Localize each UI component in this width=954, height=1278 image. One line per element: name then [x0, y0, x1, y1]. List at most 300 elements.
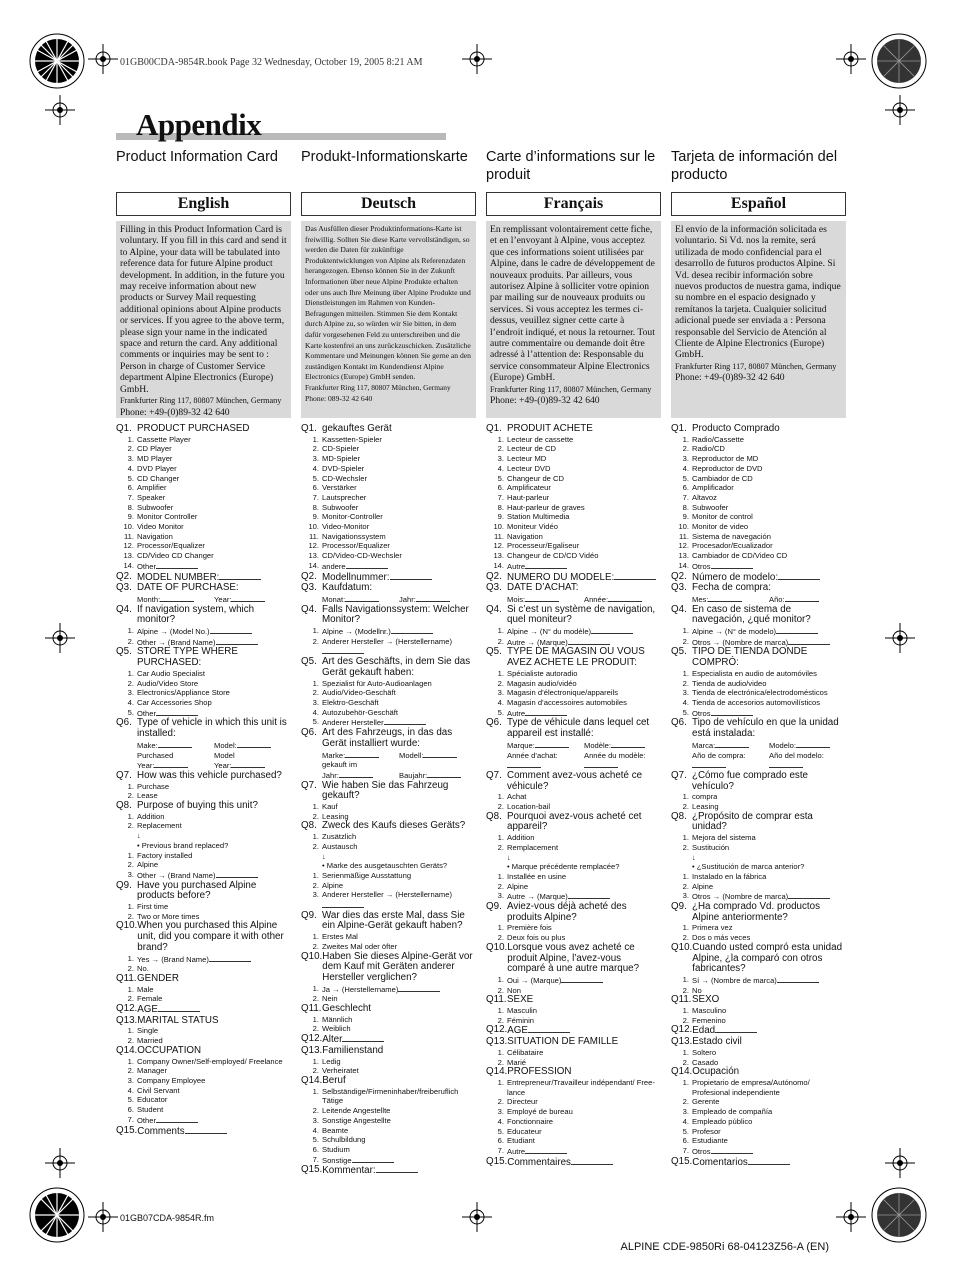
option-item[interactable]: 1. First time — [127, 902, 169, 912]
option-item[interactable]: 1. Mejora del sistema — [682, 833, 756, 843]
option-item[interactable]: 4. Lecteur DVD — [497, 463, 551, 473]
footer-model: ALPINE CDE-9850Ri 68-04123Z56-A (EN) — [620, 1241, 829, 1253]
option-item[interactable]: 1. Radio/Cassette — [682, 434, 744, 444]
option-item[interactable]: 3. Employé de bureau — [497, 1107, 573, 1117]
option-item[interactable]: 2. Marié — [497, 1057, 526, 1067]
option-item[interactable]: 11. Navigation — [124, 531, 173, 541]
option-item[interactable]: 1. Alpine → (N° de modelo) — [671, 626, 846, 637]
questionnaire: Q1. PRODUIT ACHETE 1. Lecteur de cassette 2. Lecteur de CD 3. Lecteur MD 4. Lecteur DVD 5. Changeur de CD 6. Amplificateur 7. Haut-parleur 8. Haut-parleur de graves 9. Station Multimedia 10. Moniteur Vidéo 11. Navigation 12. Processeur/Egaliseur 13. Changeur de CD/CD Vidéo 14. Autre Q2. NUMERO DU MODELE: Q3. DATE D’ACHAT: Mois: Année: Q4. Si c’est un système de navigation, quel moniteur? 1. Alpine → (N° du modèle) 2. Autre → (Marque) Q5. TYPE DE MAGASIN OU VOUS AVEZ ACHETE LE PRODUIT: 1. Spécialiste autoradio 2. Magasin audio/vidéo 3. Magasin d’électronique/appareils 4. Magasin d’accessoires automobiles 5. Autre Q6. Type de véhicule dans lequel cet appareil est installé: Marque: Modèle: Année d’achat: Année du modèle: Q7. Comment avez-vous acheté ce véhicule? 1. Achat 2. Location-bail Q8. Pourquoi avez-vous acheté cet appareil? 1. Addition 2. Remplacement ↓ • Marque précédente remplacée? 1. Installée en usine 2. Alpine 3. Autre → (Marque) Q9. Aviez-vous déjà acheté des produits Alpine? 1. Première fois 2. Deux fois ou plus Q10. Lorsque vous avez acheté ce produit Alpine, l’avez-vous comparé à une autre marque? 1. Oui → (Marque) 2. Non Q11. SEXE 1. Masculin 2. Féminin Q12. AGE Q13. SITUATION DE FAMILLE 1. Célibataire 2. Marié Q14. PROFESSION 1. Entrepreneur/Travailleur indépendant/ Free-lance 2. Directeur 3. Employé de bureau 4. Fonctionnaire 5. Educateur 6. Etudiant 7. Autre Q15. Commentaires — [486, 424, 661, 1168]
option-item[interactable]: 10. Monitor de video — [678, 522, 749, 532]
question-q2: Q2. MODEL NUMBER: — [116, 572, 291, 584]
option-item[interactable]: 3. MD Player — [127, 454, 173, 464]
option-item[interactable]: 7. Other — [116, 1115, 291, 1126]
intro-box — [486, 221, 661, 418]
answer-line[interactable] — [219, 572, 261, 580]
option-item[interactable]: 3. Autre → (Marque) — [486, 891, 661, 902]
option-item[interactable]: 1. compra — [682, 792, 718, 802]
answer-line[interactable] — [748, 1157, 790, 1165]
option-item[interactable]: 5. Autre — [486, 708, 661, 719]
option-item[interactable]: 2. Sustitución — [682, 842, 730, 852]
option-item[interactable]: 2. CD-Spieler — [312, 444, 360, 454]
option-item[interactable]: 3. Electronics/Appliance Store — [127, 688, 230, 698]
option-item[interactable]: 2. Dos o más veces — [682, 933, 751, 943]
question-text: Alter — [322, 1034, 343, 1046]
option-item[interactable]: 2. Lecteur de CD — [497, 444, 556, 454]
question-text: STORE TYPE WHERE PURCHASED: — [137, 646, 238, 669]
option-item[interactable]: 11. Sistema de navegación — [679, 531, 771, 541]
answer-line[interactable] — [777, 975, 819, 983]
option-item[interactable]: 1. Installée en usine — [497, 871, 567, 881]
answer-line[interactable] — [788, 637, 830, 645]
option-item[interactable]: 2. Tienda de audio/video — [682, 678, 767, 688]
option-item[interactable]: 10. Video Monitor — [123, 522, 184, 532]
question-text: Modellnummer: — [322, 571, 390, 583]
answer-line[interactable] — [390, 572, 432, 580]
option-item[interactable]: 1. Entrepreneur/Travailleur indépendant/ Free-lance — [497, 1078, 655, 1097]
question-q12: Q12. Alter — [301, 1034, 476, 1046]
option-item[interactable]: 5. Changeur de CD — [497, 473, 564, 483]
answer-line[interactable] — [322, 646, 364, 654]
option-item[interactable]: 14. Otros — [671, 561, 846, 572]
answer-line[interactable] — [156, 561, 198, 569]
option-item[interactable]: 2. Austausch — [312, 841, 358, 851]
option-item[interactable]: 2. Non — [497, 985, 521, 995]
option-item[interactable]: 10. Moniteur Vidéo — [493, 522, 558, 532]
option-item[interactable]: 1. Instalado en la fábrica — [682, 871, 767, 881]
option-item[interactable]: 2. Otros → (Nombre de marca) — [671, 637, 846, 648]
card-subtitle: Product Information Card — [116, 149, 278, 165]
option-item[interactable]: 4. DVD Player — [127, 463, 177, 473]
answer-line[interactable] — [391, 626, 433, 634]
question-q14: Q14. OCCUPATION — [116, 1046, 291, 1057]
option-item[interactable]: 9. Monitor Controller — [127, 512, 198, 522]
option-item[interactable]: 2. Autre → (Marque) — [486, 637, 661, 648]
option-item[interactable]: 2. No. — [127, 964, 149, 974]
question-q9: Q9. Have you purchased Alpine products before? — [116, 881, 291, 902]
question-q5: Q5. TYPE DE MAGASIN OU VOUS AVEZ ACHETE LE PRODUIT: — [486, 647, 661, 668]
option-item[interactable]: 2. Alpine — [127, 860, 159, 870]
option-item[interactable]: 1. Purchase — [127, 781, 170, 791]
question-q7: Q7. Comment avez-vous acheté ce véhicule? — [486, 771, 661, 792]
question-text: Type of vehicle in which this unit is installed: — [137, 717, 287, 740]
option-item[interactable]: 2. Radio/CD — [682, 444, 725, 454]
option-item[interactable]: 1. Factory installed — [127, 850, 193, 860]
language-heading: Español — [671, 192, 846, 216]
option-item[interactable]: 12. Processor/Equalizer — [308, 541, 390, 551]
question-q5: Q5. TIPO DE TIENDA DONDE COMPRÓ: — [671, 647, 846, 668]
option-item[interactable]: 2. Gerente — [682, 1097, 720, 1107]
option-item[interactable]: 1. Kassetten-Spieler — [312, 434, 382, 444]
option-item[interactable]: 1. Spécialiste autoradio — [497, 668, 578, 678]
option-item[interactable]: 9. Station Multimedia — [497, 512, 570, 522]
intro-address: Frankfurter Ring 117, 80807 München, Germany — [305, 382, 451, 392]
answer-line[interactable] — [216, 870, 258, 878]
option-item[interactable]: 2. Two or More times — [127, 911, 200, 921]
option-item[interactable]: 1. Männlich — [312, 1014, 353, 1024]
question-q4: Q4. If navigation system, which monitor? — [116, 605, 291, 626]
question-q3: Q3. Kaufdatum: — [301, 583, 476, 594]
option-item[interactable]: 8. Haut-parleur de graves — [497, 502, 585, 512]
question-text: Tipo de vehículo en que la unidad está instalada: — [692, 717, 839, 740]
option-item[interactable]: 4. Magasin d’accessoires automobiles — [497, 697, 627, 707]
option-item[interactable]: 2. Casado — [682, 1057, 719, 1067]
option-item[interactable]: 2. Deux fois ou plus — [497, 933, 566, 943]
answer-line[interactable] — [185, 1126, 227, 1134]
option-item[interactable]: 2. Anderer Hersteller → (Herstellername) — [301, 637, 476, 657]
option-item[interactable]: 2. Weiblich — [312, 1024, 351, 1034]
answer-line[interactable] — [591, 626, 633, 634]
question-text: War dies das erste Mal, dass Sie ein Alpine-Gerät gekauft haben? — [322, 909, 465, 932]
option-item[interactable]: 7. Altavoz — [682, 492, 717, 502]
option-item[interactable]: 1. Masculin — [497, 1006, 537, 1016]
option-item[interactable]: 1. Male — [127, 984, 154, 994]
question-text: Número de modelo: — [692, 571, 779, 583]
question-q14: Q14. Ocupación — [671, 1067, 846, 1078]
option-item[interactable]: 2. Zweites Mal oder öfter — [312, 941, 398, 951]
option-item[interactable]: 3. Other → (Brand Name) — [116, 870, 291, 881]
option-item[interactable]: 6. Amplificateur — [497, 483, 551, 493]
option-item[interactable]: 1. Oui → (Marque) — [486, 975, 661, 986]
option-item[interactable]: 1. Erstes Mal — [312, 932, 358, 942]
question-q10: Q10. Lorsque vous avez acheté ce produit Alpine, l’avez-vous comparé à une autre marque? — [486, 943, 661, 975]
intro-box — [116, 221, 291, 418]
option-item[interactable]: 2. Married — [127, 1036, 163, 1046]
option-item[interactable]: 1. Soltero — [682, 1047, 717, 1057]
question-text: When you purchased this Alpine unit, did you compare it with other brand? — [137, 920, 284, 953]
option-item[interactable]: 1. Yes → (Brand Name) — [116, 954, 291, 965]
option-item[interactable]: 12. Processor/Equalizer — [123, 541, 205, 551]
option-item[interactable]: 3. Sonstige Angestellte — [312, 1115, 391, 1125]
question-q8: Q8. Pourquoi avez-vous acheté cet appareil? — [486, 812, 661, 833]
option-item[interactable]: 7. Haut-parleur — [497, 492, 550, 502]
option-item[interactable]: 3. Otros → (Nombre de marca) — [671, 891, 846, 902]
option-item[interactable]: 8. Subwoofer — [312, 502, 359, 512]
option-item[interactable]: 5. Schulbildung — [312, 1135, 366, 1145]
option-item[interactable]: 3. Tienda de electrónica/electrodomésticos — [682, 688, 828, 698]
answer-line[interactable] — [715, 1025, 757, 1033]
option-item[interactable]: 4. Empleado público — [682, 1116, 753, 1126]
question-q8: Q8. Purpose of buying this unit? — [116, 801, 291, 812]
answer-line[interactable] — [711, 561, 753, 569]
option-item[interactable]: 1. Primera vez — [682, 923, 733, 933]
option-item[interactable]: 6. Verstärker — [312, 483, 357, 493]
question-text: AGE — [137, 1004, 158, 1016]
crosshair-bottom-right-icon — [836, 1202, 866, 1232]
option-item[interactable]: 11. Navigation — [494, 531, 543, 541]
option-item[interactable]: 3. Magasin d’électronique/appareils — [497, 688, 619, 698]
answer-line[interactable] — [398, 984, 440, 992]
option-item[interactable]: 10. Video-Monitor — [308, 522, 370, 532]
question-q11: Q11. GENDER — [116, 974, 291, 985]
question-q1: Q1. Producto Comprado — [671, 424, 846, 435]
crosshair-right-bottom-icon — [885, 1148, 915, 1178]
question-q13: Q13. SITUATION DE FAMILLE — [486, 1037, 661, 1048]
option-item[interactable]: 4. Tienda de accesorios automovilísticos — [682, 697, 821, 707]
question-q15: Q15. Commentaires — [486, 1157, 661, 1169]
question-q1: Q1. PRODUCT PURCHASED — [116, 424, 291, 435]
option-item[interactable]: 2. Female — [127, 994, 163, 1004]
option-item[interactable]: 6. Amplifier — [127, 483, 167, 493]
option-item[interactable]: 14. andere — [301, 561, 476, 572]
option-item[interactable]: 7. Speaker — [127, 492, 166, 502]
question-text: En caso de sistema de navegación, ¿qué monitor? — [692, 603, 811, 626]
option-item[interactable]: 12. Processeur/Egaliseur — [493, 541, 580, 551]
question-q13: Q13. Estado civil — [671, 1037, 846, 1048]
intro-phone: Phone: +49-(0)89-32 42 640 — [675, 372, 785, 384]
question-q10: Q10. When you purchased this Alpine unit, did you compare it with other brand? — [116, 921, 291, 953]
option-item[interactable]: 5. Profesor — [682, 1126, 721, 1136]
crosshair-bottom-left-icon — [88, 1202, 118, 1232]
option-item[interactable]: 4. Beamte — [312, 1125, 349, 1135]
answer-line[interactable] — [376, 1165, 418, 1173]
answer-line[interactable] — [158, 1004, 200, 1012]
question-q5: Q5. Art des Geschäfts, in dem Sie das Gerät gekauft haben: — [301, 657, 476, 678]
column-francais — [486, 148, 661, 1168]
option-item[interactable]: 2. Alpine — [682, 881, 714, 891]
question-q2: Q2. NUMERO DU MODELE: — [486, 572, 661, 584]
option-item[interactable]: 2. Magasin audio/vidéo — [497, 678, 577, 688]
option-item[interactable]: 4. Car Accessories Shop — [127, 697, 212, 707]
option-item[interactable]: 9. Monitor de control — [682, 512, 753, 522]
arrow-down-icon: ↓ — [692, 852, 696, 862]
option-item[interactable]: 1. Kauf — [312, 802, 338, 812]
answer-line[interactable] — [711, 708, 753, 716]
answer-line[interactable] — [525, 561, 567, 569]
option-item[interactable]: 2. CD Player — [127, 444, 172, 454]
option-item[interactable]: 4. Fonctionnaire — [497, 1116, 554, 1126]
option-item[interactable]: 2. Directeur — [497, 1097, 538, 1107]
option-item[interactable]: 2. Manager — [127, 1066, 167, 1076]
answer-line[interactable] — [156, 1115, 198, 1123]
question-text: MODEL NUMBER: — [137, 571, 220, 583]
registration-mark-bottom-right-icon — [868, 1184, 930, 1246]
option-item[interactable]: 1. Lecteur de cassette — [497, 434, 574, 444]
crosshair-top-center-icon — [462, 44, 492, 74]
option-item[interactable]: 13. CD/Video-CD-Wechsler — [308, 551, 402, 561]
option-item[interactable]: 4. Civil Servant — [127, 1085, 180, 1095]
question-text: NUMERO DU MODELE: — [507, 571, 615, 583]
option-item[interactable]: 2. Location-bail — [497, 802, 551, 812]
option-item[interactable]: 2. Verheiratet — [312, 1066, 359, 1076]
option-item[interactable]: 4. DVD-Spieler — [312, 463, 365, 473]
question-q12: Q12. AGE — [486, 1025, 661, 1037]
option-item[interactable]: 5. Otros — [671, 708, 846, 719]
question-text: Aviez-vous déjà acheté des produits Alpine? — [507, 901, 627, 923]
answer-line[interactable] — [342, 1034, 384, 1042]
question-q12: Q12. AGE — [116, 1004, 291, 1016]
option-item[interactable]: 3. MD-Spieler — [312, 454, 360, 464]
answer-line[interactable] — [346, 561, 388, 569]
option-item[interactable]: 2. Other → (Brand Name) — [116, 637, 291, 648]
question-q7: Q7. ¿Cómo fue comprado este vehículo? — [671, 771, 846, 792]
card-subtitle: Carte d’informations sur le produit — [486, 149, 656, 183]
answer-line[interactable] — [561, 975, 603, 983]
option-item[interactable]: 14. Autre — [486, 561, 661, 572]
option-item[interactable]: 2. Audio/Video-Geschäft — [312, 688, 396, 698]
intro-box — [671, 221, 846, 418]
option-item[interactable]: 1. Cassette Player — [127, 434, 191, 444]
option-item[interactable]: 5. Other — [116, 708, 291, 719]
option-item[interactable]: 3. Empleado de compañía — [682, 1107, 773, 1117]
option-item[interactable]: 2. Lease — [127, 791, 158, 801]
option-item[interactable]: 5. Anderer Hersteller — [301, 717, 476, 728]
answer-line[interactable] — [525, 708, 567, 716]
option-item[interactable]: 1. Célibataire — [497, 1047, 544, 1057]
option-item[interactable]: 1. Masculino — [682, 1006, 727, 1016]
option-item[interactable]: 11. Navigationssystem — [309, 531, 386, 541]
option-item[interactable]: 1. Première fois — [497, 923, 552, 933]
option-item[interactable]: 1. Sí → (Nombre de marca) — [671, 975, 846, 986]
question-text: gekauftes Gerät — [322, 423, 392, 434]
option-item[interactable]: 5. CD Changer — [127, 473, 180, 483]
option-item[interactable]: 6. Etudiant — [497, 1136, 535, 1146]
option-item[interactable]: 2. No — [682, 985, 702, 995]
option-item[interactable]: 1. Single — [127, 1026, 159, 1036]
option-item[interactable]: 7. Sonstige — [301, 1155, 476, 1166]
option-item[interactable]: 1. Ja → (Herstellername) — [301, 984, 476, 995]
question-q4: Q4. Si c’est un système de navigation, quel moniteur? — [486, 605, 661, 626]
option-item[interactable]: 3. Anderer Hersteller → (Herstellername) — [301, 890, 476, 910]
option-item[interactable]: 3. Reproductor de MD — [682, 454, 759, 464]
option-item[interactable]: 1. Alpine → (Model No.) — [116, 626, 291, 637]
intro-address: Frankfurter Ring 117, 80807 München, Germany — [675, 361, 837, 371]
answer-line[interactable] — [571, 1157, 613, 1165]
answer-line[interactable] — [210, 626, 252, 634]
option-item[interactable]: 1. Ledig — [312, 1056, 341, 1066]
question-q14: Q14. PROFESSION — [486, 1067, 661, 1078]
question-text: Comments — [137, 1125, 185, 1137]
answer-line[interactable] — [209, 954, 251, 962]
option-item[interactable]: 5. CD-Wechsler — [312, 473, 368, 483]
option-item[interactable]: 2. Alpine — [497, 881, 529, 891]
option-item[interactable]: 1. Car Audio Specialist — [127, 668, 205, 678]
answer-line[interactable] — [528, 1025, 570, 1033]
question-q3: Q3. Fecha de compra: — [671, 583, 846, 594]
column-espanol — [671, 148, 846, 1168]
option-item[interactable]: 1. Propietario de empresa/Autónomo/ Profesional independiente — [682, 1078, 810, 1097]
question-q1: Q1. gekauftes Gerät — [301, 424, 476, 435]
option-item[interactable]: 1. Addition — [497, 833, 535, 843]
answer-line[interactable] — [568, 637, 610, 645]
option-item[interactable]: 4. Autozubehör-Geschäft — [312, 707, 398, 717]
option-item[interactable]: 2. Leasing — [312, 811, 349, 821]
option-item[interactable]: 1. Spezialist für Auto-Audioanlagen — [312, 678, 432, 688]
option-item[interactable]: 2. Féminin — [497, 1015, 535, 1025]
answer-line[interactable] — [216, 637, 258, 645]
option-item[interactable]: 2. Alpine — [312, 880, 344, 890]
question-q2: Q2. Modellnummer: — [301, 572, 476, 584]
answer-line[interactable] — [788, 891, 830, 899]
option-item[interactable]: 1. Alpine → (Modellnr.) — [301, 626, 476, 637]
answer-line[interactable] — [568, 891, 610, 899]
question-text: ¿Propósito de comprar esta unidad? — [692, 810, 813, 833]
question-text: How was this vehicle purchased? — [137, 769, 282, 781]
option-item[interactable]: 5. Educator — [127, 1095, 168, 1105]
option-item[interactable]: 13. Cambiador de CD/Video CD — [678, 551, 788, 561]
question-q4: Q4. En caso de sistema de navegación, ¿qué monitor? — [671, 605, 846, 626]
option-item[interactable]: 1. Serienmäßige Ausstattung — [312, 870, 412, 880]
option-item[interactable]: 2. Replacement — [127, 821, 182, 831]
question-text: PROFESSION — [507, 1066, 572, 1078]
question-q6: Q6. Tipo de vehículo en que la unidad está instalada: — [671, 718, 846, 739]
option-item[interactable]: 1. Achat — [497, 792, 527, 802]
option-item[interactable]: 7. Lautsprecher — [312, 492, 367, 502]
intro-text: El envío de la información solicitada es voluntario. Si Vd. nos la remite, será utilizada de modo confidencial para el desarrollo de futuros productos Alpine. Si Vd. desea recibir información sobre nuevos productos de nuestra gama, indique su nombre en el espacio designado y remítanos la tarjeta. Cualquier solicitud adicional puede ser enviada a : Persona responsable del Servicio de Atención al Cliente de Alpine Electronics (Europe) GmbH. — [675, 224, 841, 361]
question-text: Have you purchased Alpine products before? — [137, 879, 257, 902]
option-item[interactable]: 1. Alpine → (N° du modèle) — [486, 626, 661, 637]
option-item[interactable]: 2. Remplacement — [497, 842, 559, 852]
option-item[interactable]: 2. Femenino — [682, 1015, 726, 1025]
questionnaire: Q1. Producto Comprado 1. Radio/Cassette 2. Radio/CD 3. Reproductor de MD 4. Reproductor de DVD 5. Cambiador de CD 6. Amplificador 7. Altavoz 8. Subwoofer 9. Monitor de control 10. Monitor de video 11. Sistema de navegación 12. Procesador/Ecualizador 13. Cambiador de CD/Video CD 14. Otros Q2. Número de modelo: Q3. Fecha de compra: Mes: Año: Q4. En caso de sistema de navegación, ¿qué monitor? 1. Alpine → (N° de modelo) 2. Otros → (Nombre de marca) Q5. TIPO DE TIENDA DONDE COMPRÓ: 1. Especialista en audio de automóviles 2. Tienda de audio/video 3. Tienda de electrónica/electrodomésticos 4. Tienda de accesorios automovilísticos 5. Otros Q6. Tipo de vehículo en que la unidad está instalada: Marca: Modelo: Año de compra: Año del modelo: Q7. ¿Cómo fue comprado este vehículo? 1. compra 2. Leasing Q8. ¿Propósito de comprar esta unidad? 1. Mejora del sistema 2. Sustitución ↓ • ¿Sustitución de marca anterior? 1. Instalado en la fábrica 2. Alpine 3. Otros → (Nombre de marca) Q9. ¿Ha comprado Vd. productos Alpine anteriormente? 1. Primera vez 2. Dos o más veces Q10. Cuando usted compró esta unidad Alpine, ¿la comparó con otros fabricantes? 1. Sí → (Nombre de marca) 2. No Q11. SEXO 1. Masculino 2. Femenino Q12. Edad Q13. Estado civil 1. Soltero 2. Casado Q14. Ocupación 1. Propietario de empresa/Autónomo/ Profesional independiente 2. Gerente 3. Empleado de compañía 4. Empleado público 5. Profesor 6. Estudiante 7. Otros Q15. Comentarios — [671, 424, 846, 1168]
answer-line[interactable] — [711, 1146, 753, 1154]
question-text: AGE — [507, 1025, 528, 1037]
option-item[interactable]: 3. Elektro-Geschäft — [312, 697, 379, 707]
option-item[interactable]: 13. CD/Video CD Changer — [123, 551, 214, 561]
option-item[interactable]: 13. Changeur de CD/CD Vidéo — [493, 551, 599, 561]
option-item[interactable]: 2. Leasing — [682, 802, 719, 812]
arrow-down-icon: ↓ — [322, 851, 326, 861]
question-q11: Q11. SEXO — [671, 995, 846, 1006]
option-item[interactable]: 2. Leitende Angestellte — [312, 1106, 391, 1116]
option-item[interactable]: 4. Reproductor de DVD — [682, 463, 763, 473]
option-item[interactable]: 12. Procesador/Ecualizador — [678, 541, 773, 551]
option-item[interactable]: 2. Nein — [312, 994, 338, 1004]
option-item[interactable]: 6. Amplificador — [682, 483, 734, 493]
option-item[interactable]: 5. Educateur — [497, 1126, 542, 1136]
option-item[interactable]: 6. Studium — [312, 1144, 350, 1154]
answer-line[interactable] — [776, 626, 818, 634]
option-item[interactable]: 3. Lecteur MD — [497, 454, 547, 464]
answer-line[interactable] — [778, 572, 820, 580]
option-item[interactable]: 14. Other — [116, 561, 291, 572]
option-item[interactable]: 1. Zusätzlich — [312, 832, 357, 842]
answer-line[interactable] — [322, 900, 364, 908]
answer-line[interactable] — [384, 717, 426, 725]
answer-line[interactable] — [352, 1155, 394, 1163]
question-text: TIPO DE TIENDA DONDE COMPRÓ: — [692, 646, 808, 669]
option-item[interactable]: 7. Otros — [671, 1146, 846, 1157]
language-heading: English — [116, 192, 291, 216]
question-q9: Q9. War dies das erste Mal, dass Sie ein Alpine-Gerät gekauft haben? — [301, 911, 476, 932]
option-item[interactable]: 7. Autre — [486, 1146, 661, 1157]
option-item[interactable]: 2. Audio/Video Store — [127, 678, 199, 688]
option-item[interactable]: 1. Especialista en audio de automóviles — [682, 668, 817, 678]
option-item[interactable]: 8. Subwoofer — [127, 502, 174, 512]
question-text: Estado civil — [692, 1036, 742, 1048]
crosshair-left-center-icon — [45, 623, 75, 653]
question-text: Familienstand — [322, 1044, 384, 1056]
question-text: If navigation system, which monitor? — [137, 603, 255, 626]
question-q9: Q9. ¿Ha comprado Vd. productos Alpine anteriormente? — [671, 902, 846, 923]
option-item[interactable]: 3. Company Employee — [127, 1076, 206, 1085]
question-q6: Q6. Type of vehicle in which this unit is installed: — [116, 718, 291, 739]
option-item[interactable]: 9. Monitor-Controller — [312, 512, 383, 522]
option-item[interactable]: 1. Company Owner/Self-employed/ Freelance — [127, 1056, 283, 1066]
answer-line[interactable] — [525, 1146, 567, 1154]
question-text: Zweck des Kaufs dieses Geräts? — [322, 820, 466, 832]
answer-line[interactable] — [156, 708, 198, 716]
intro-text: Das Ausfüllen dieser Produktinformations-Karte ist freiwillig. Sollten Sie diese Karte vervollständigen, so werden die Daten für zukünftige Produktentwicklungen von Alpine als Referenzdaten herangezogen. Ebenso können Sie in der Zukunft Informationen über neue Alpine Produkte erhalten oder uns auch Ihre Meinung über Alpine Produkte und Dienstleistungen im Rahmen von Kunden-Befragungen mitteilen. Stimmen Sie dem Kontakt durch Alpine zu, so würden wir Sie bitten, in dem dafür vorgesehenen Feld zu unterschreiben und die Karte kostenfrei an uns zurückzuschicken. Zusätzliche Kommentare und Meinungen können Sie gerne an den zuständigen Kontakt im Kundendienst Alpine Electronics (Europe) GmbH senden. — [305, 224, 471, 382]
option-item[interactable]: 8. Subwoofer — [682, 502, 729, 512]
question-text: Art des Fahrzeugs, in das das Gerät installiert wurde: — [322, 727, 453, 749]
option-item[interactable]: 5. Cambiador de CD — [682, 473, 753, 483]
answer-line[interactable] — [614, 572, 656, 580]
question-text: OCCUPATION — [137, 1044, 202, 1056]
option-item[interactable]: 1. Addition — [127, 811, 165, 821]
option-item[interactable]: 1. Selbständige/Firmeninhaber/freiberuflich Tätige — [312, 1086, 459, 1106]
option-item[interactable]: 6. Student — [127, 1105, 164, 1115]
option-item[interactable]: 6. Estudiante — [682, 1136, 728, 1146]
